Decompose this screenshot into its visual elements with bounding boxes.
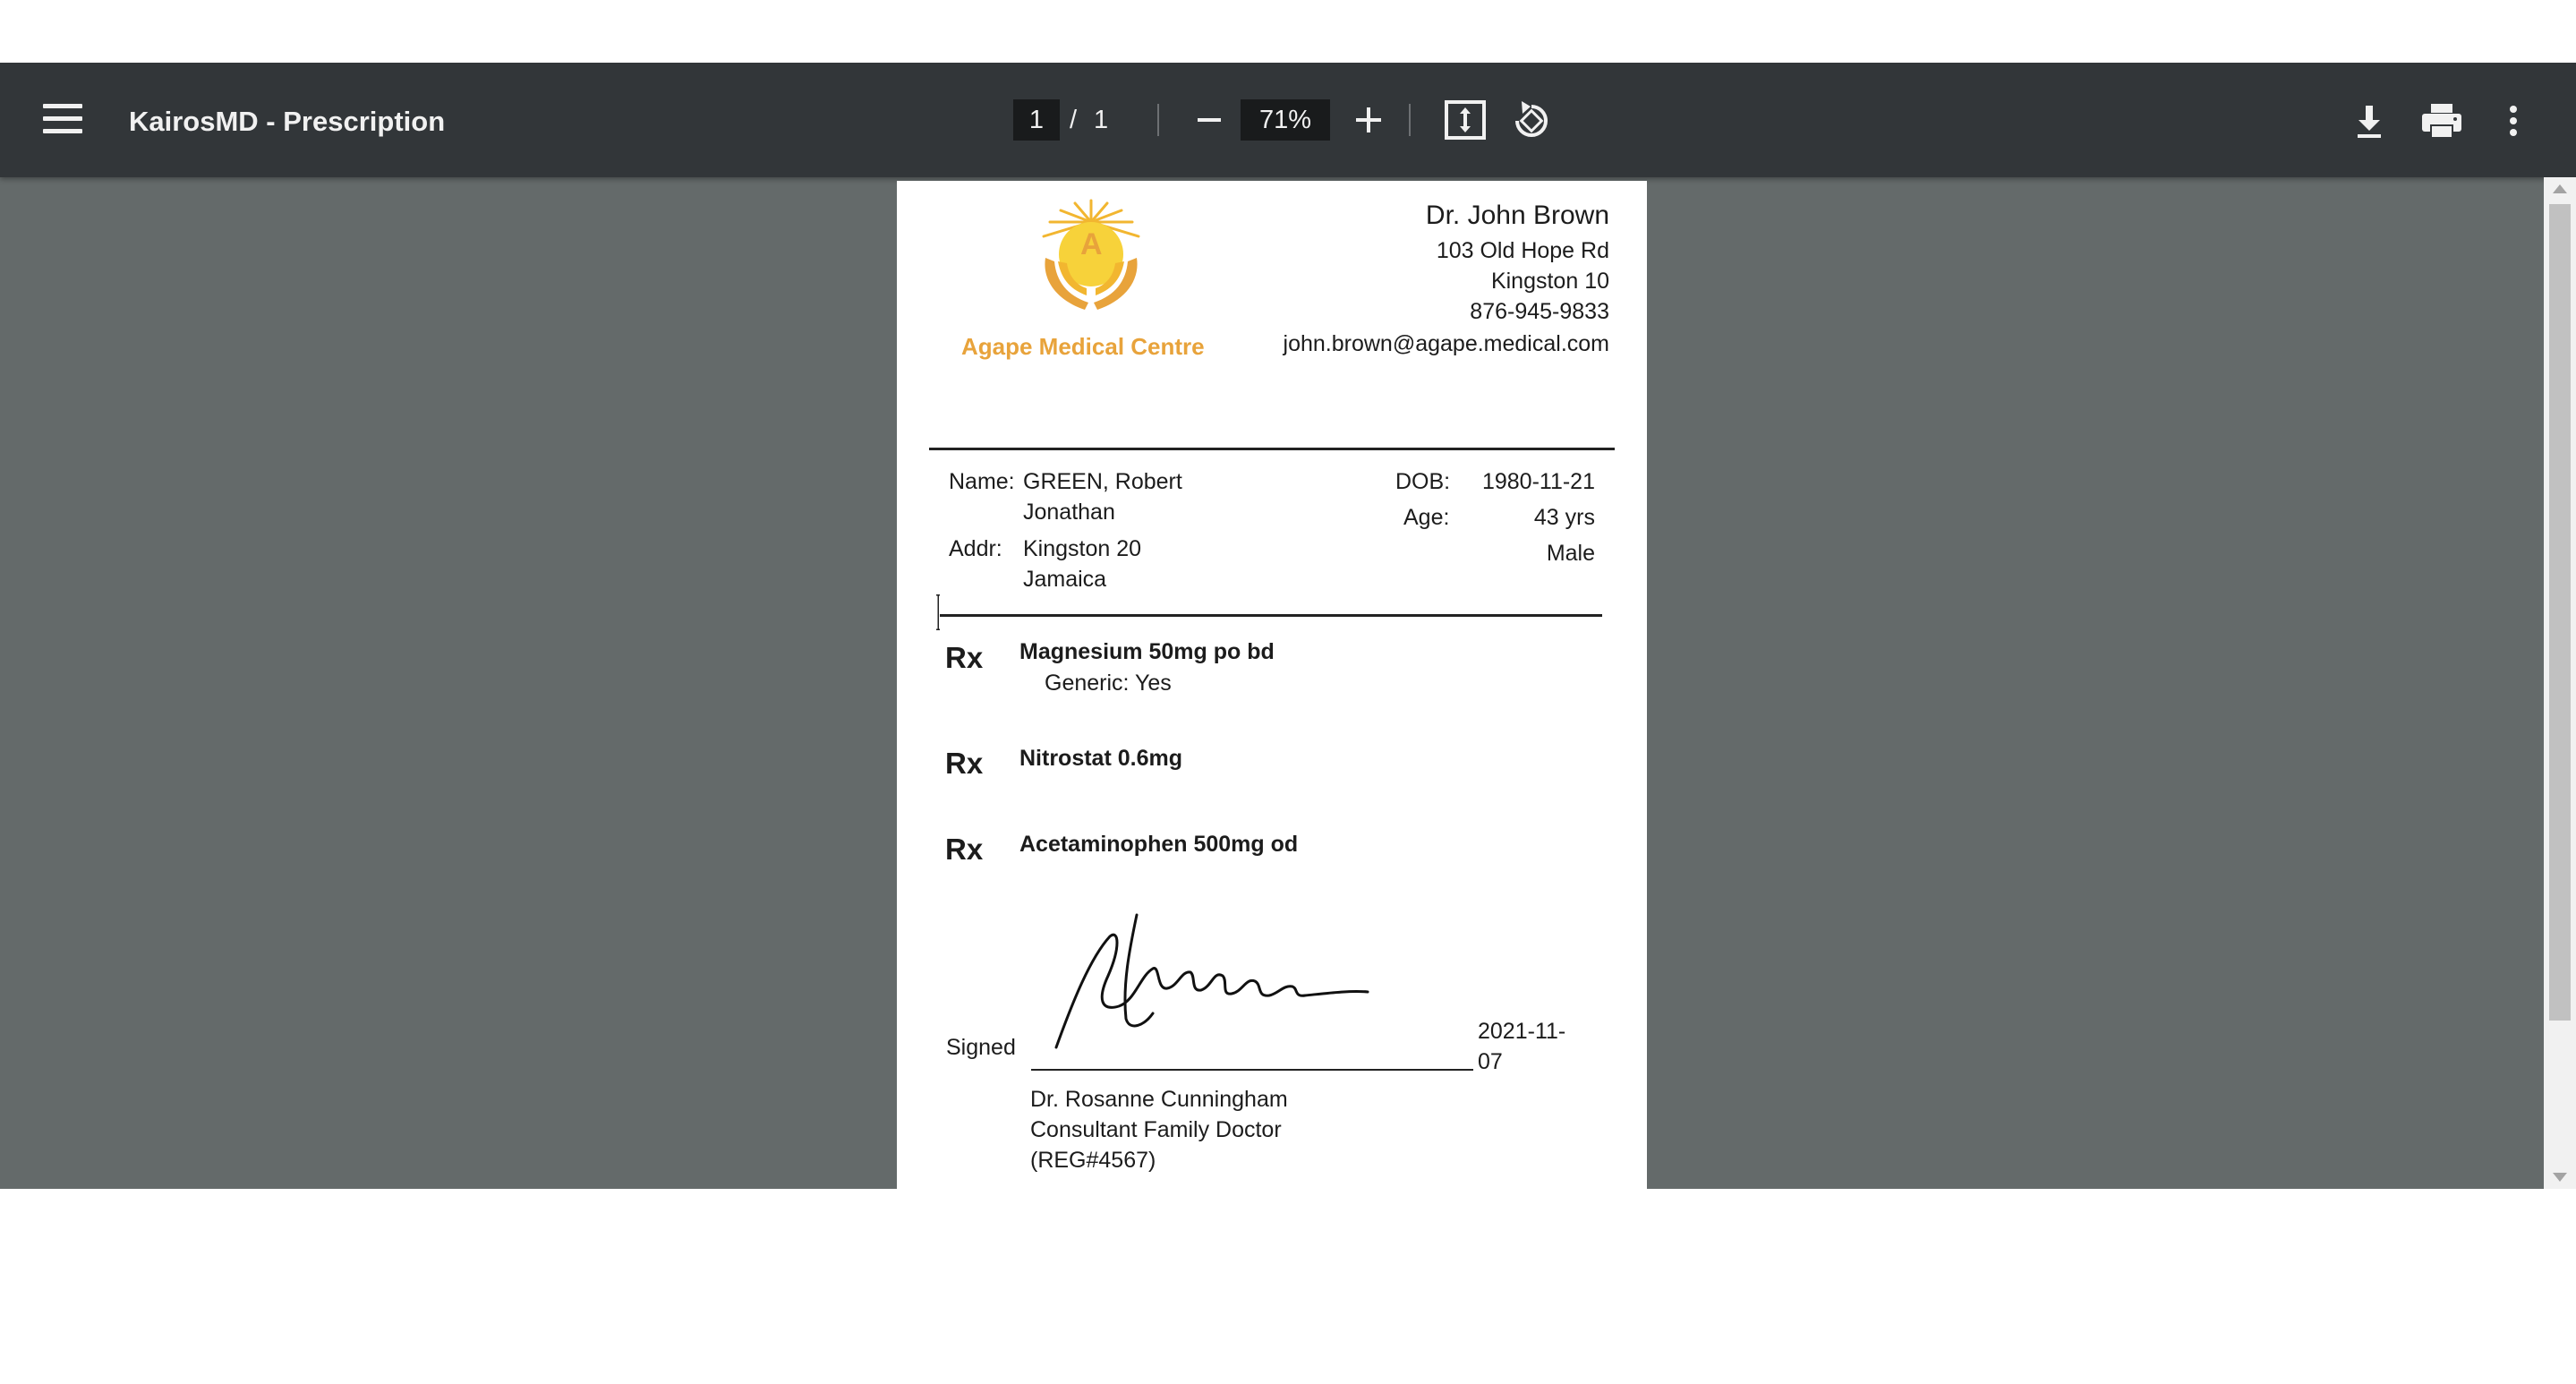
- doctor-address-line1: 103 Old Hope Rd: [1436, 238, 1609, 263]
- logo-letter: A: [1080, 227, 1103, 261]
- rx-symbol: Rx: [945, 747, 984, 780]
- scrollbar-thumb[interactable]: [2549, 204, 2571, 1021]
- patient-name-line2: Jonathan: [1023, 500, 1115, 525]
- doctor-phone: 876-945-9833: [1470, 299, 1609, 324]
- signer-name: Dr. Rosanne Cunningham: [1030, 1087, 1288, 1112]
- toolbar-divider: [1409, 104, 1411, 136]
- rx-symbol: Rx: [945, 833, 984, 866]
- rotate-icon[interactable]: [1509, 98, 1554, 143]
- clinic-name: Agape Medical Centre: [961, 333, 1205, 360]
- patient-age-label: Age:: [1403, 505, 1450, 530]
- rx-symbol: Rx: [945, 641, 984, 674]
- rx-drug-2: Nitrostat 0.6mg: [1019, 746, 1182, 771]
- toolbar-divider: [1157, 104, 1159, 136]
- viewer-toolbar: [0, 63, 2576, 177]
- print-icon[interactable]: [2417, 98, 2467, 143]
- patient-divider: [940, 614, 1602, 617]
- text-cursor-icon: [936, 594, 940, 630]
- patient-dob-label: DOB:: [1395, 469, 1451, 494]
- menu-icon[interactable]: [43, 104, 82, 136]
- pdf-viewer: [0, 63, 2576, 1189]
- more-vertical-icon[interactable]: [2497, 98, 2529, 143]
- scroll-up-arrow-icon[interactable]: [2553, 184, 2567, 193]
- page-number-input[interactable]: [1013, 99, 1060, 141]
- patient-name-label: Name:: [949, 469, 1015, 494]
- patient-sex: Male: [1546, 541, 1595, 566]
- signature-date-line2: 07: [1478, 1049, 1503, 1074]
- patient-address-line2: Jamaica: [1023, 567, 1107, 592]
- signature: [1054, 913, 1377, 1061]
- rx-drug-3: Acetaminophen 500mg od: [1019, 832, 1299, 857]
- patient-age: 43 yrs: [1533, 505, 1595, 530]
- rx-drug-1: Magnesium 50mg po bd: [1019, 639, 1275, 664]
- signer-registration: (REG#4567): [1030, 1148, 1156, 1173]
- signer-title: Consultant Family Doctor: [1030, 1117, 1282, 1142]
- doctor-name: Dr. John Brown: [1425, 201, 1609, 230]
- patient-dob: 1980-11-21: [1481, 469, 1595, 494]
- vertical-scrollbar[interactable]: [2544, 177, 2576, 1189]
- download-icon[interactable]: [2347, 98, 2392, 143]
- doctor-address-line2: Kingston 10: [1490, 269, 1609, 294]
- fit-to-page-icon[interactable]: [1443, 98, 1488, 141]
- plus-icon[interactable]: [1343, 95, 1393, 145]
- page-separator: /: [1070, 106, 1078, 134]
- zoom-level-input[interactable]: [1241, 99, 1330, 141]
- signature-line: [1031, 1069, 1473, 1071]
- page-total: 1: [1094, 106, 1109, 134]
- prescription-page: [897, 181, 1647, 1189]
- patient-address-line1: Kingston 20: [1023, 536, 1142, 561]
- document-title: KairosMD - Prescription: [129, 106, 446, 137]
- minus-icon[interactable]: [1183, 95, 1233, 145]
- patient-address-label: Addr:: [949, 536, 1002, 561]
- signature-date-line1: 2021-11-: [1478, 1019, 1566, 1044]
- doctor-email: john.brown@agape.medical.com: [1283, 331, 1609, 356]
- scroll-down-arrow-icon[interactable]: [2553, 1173, 2567, 1182]
- signed-label: Signed: [946, 1035, 1016, 1060]
- rx-note-1: Generic: Yes: [1045, 671, 1172, 696]
- patient-name-line1: GREEN, Robert: [1023, 469, 1182, 494]
- header-divider: [929, 448, 1615, 450]
